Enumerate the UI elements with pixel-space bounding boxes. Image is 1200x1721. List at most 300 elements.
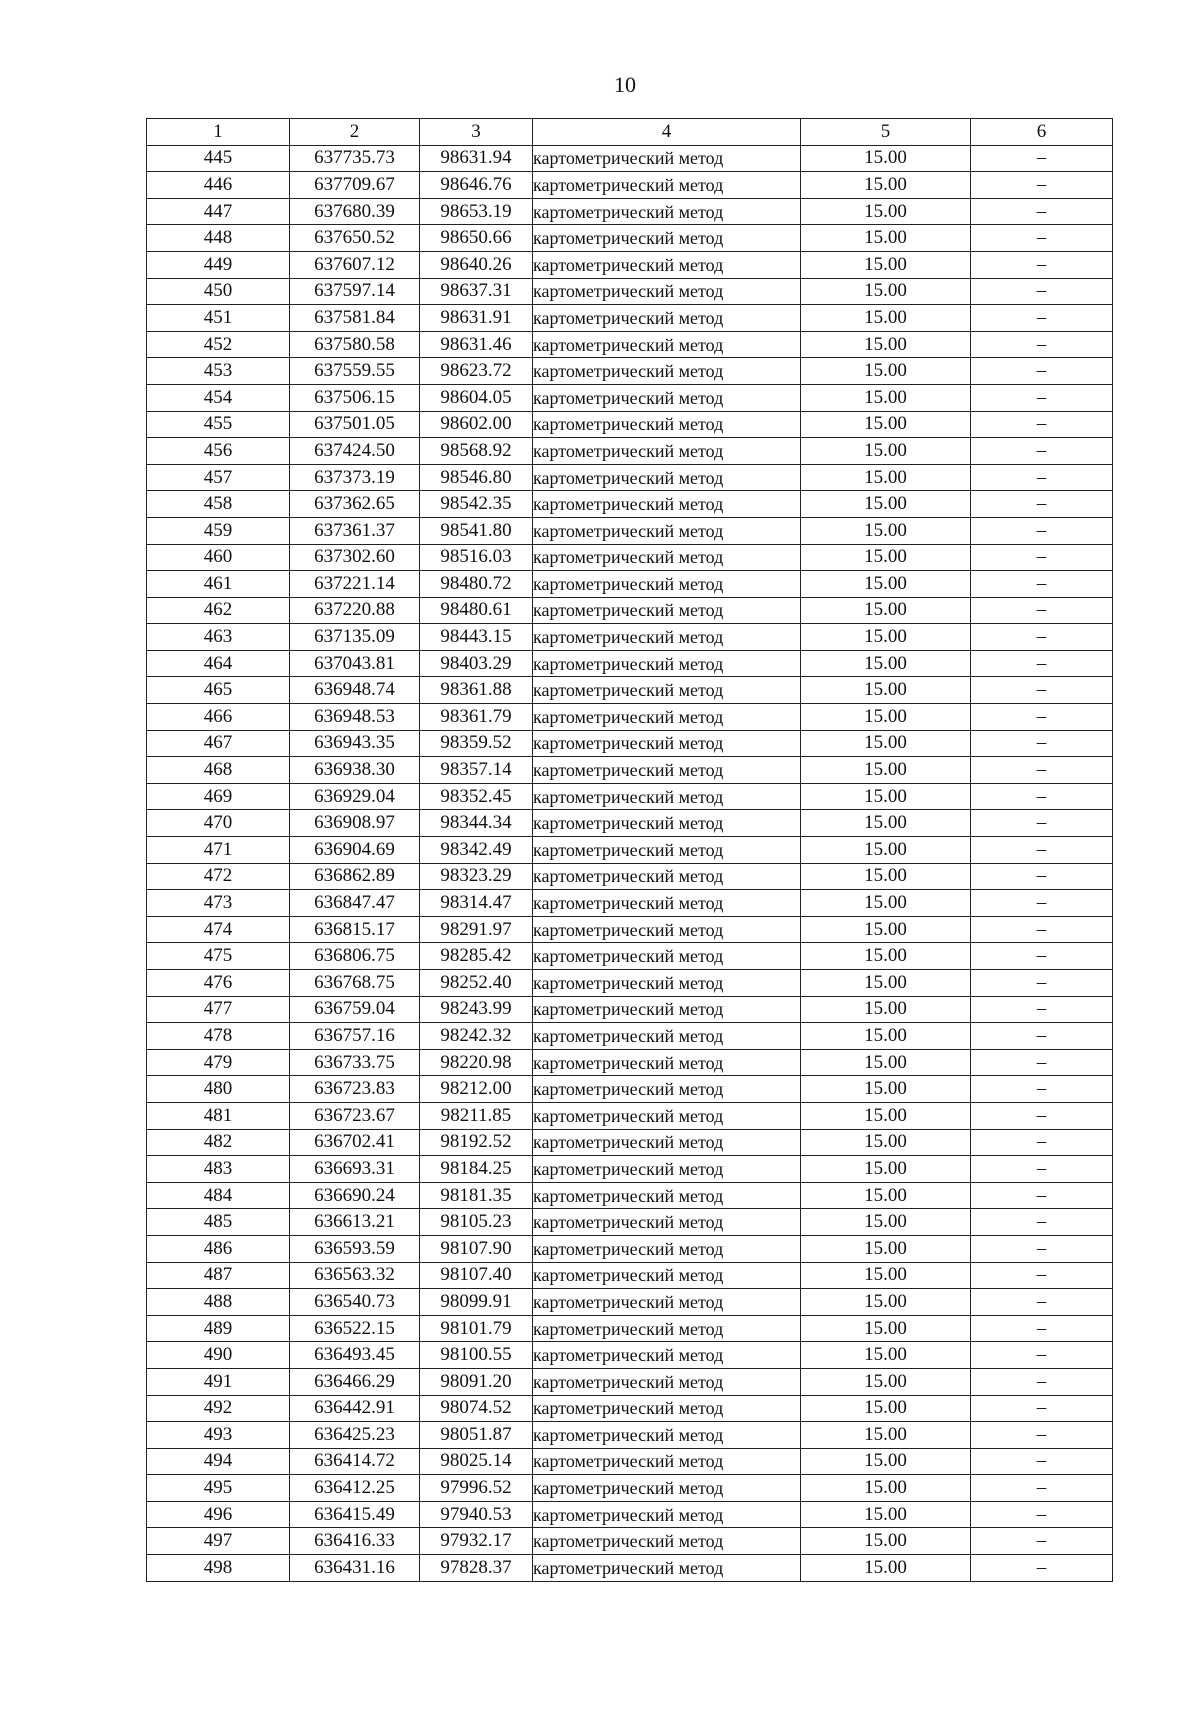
cell-method: картометрический метод: [533, 438, 801, 465]
cell-method: картометрический метод: [533, 544, 801, 571]
cell-point-number: 487: [147, 1262, 290, 1289]
cell-note: –: [971, 863, 1113, 890]
table-row: [147, 1528, 1113, 1555]
cell-accuracy: 15.00: [801, 172, 971, 199]
cell-method: картометрический метод: [533, 1289, 801, 1316]
cell-method: картометрический метод: [533, 943, 801, 970]
cell-method: картометрический метод: [533, 1182, 801, 1209]
cell-point-number: 472: [147, 863, 290, 890]
cell-x-coordinate: 636702.41: [290, 1129, 420, 1156]
cell-y-coordinate: 98025.14: [420, 1448, 533, 1475]
cell-method: картометрический метод: [533, 1555, 801, 1582]
cell-note: –: [971, 1289, 1113, 1316]
cell-point-number: 485: [147, 1209, 290, 1236]
cell-y-coordinate: 98361.88: [420, 677, 533, 704]
cell-method: картометрический метод: [533, 624, 801, 651]
column-header: 3: [420, 119, 533, 146]
cell-x-coordinate: 636948.74: [290, 677, 420, 704]
cell-accuracy: 15.00: [801, 1342, 971, 1369]
cell-point-number: 460: [147, 544, 290, 571]
cell-point-number: 449: [147, 251, 290, 278]
cell-x-coordinate: 636415.49: [290, 1501, 420, 1528]
cell-y-coordinate: 98361.79: [420, 704, 533, 731]
cell-x-coordinate: 636806.75: [290, 943, 420, 970]
cell-x-coordinate: 637043.81: [290, 650, 420, 677]
cell-method: картометрический метод: [533, 145, 801, 172]
cell-accuracy: 15.00: [801, 916, 971, 943]
cell-method: картометрический метод: [533, 491, 801, 518]
cell-point-number: 490: [147, 1342, 290, 1369]
cell-accuracy: 15.00: [801, 730, 971, 757]
cell-x-coordinate: 636540.73: [290, 1289, 420, 1316]
cell-note: –: [971, 916, 1113, 943]
cell-y-coordinate: 97940.53: [420, 1501, 533, 1528]
cell-method: картометрический метод: [533, 1235, 801, 1262]
cell-y-coordinate: 98344.34: [420, 810, 533, 837]
cell-accuracy: 15.00: [801, 1289, 971, 1316]
cell-accuracy: 15.00: [801, 251, 971, 278]
column-header: 6: [971, 119, 1113, 146]
cell-x-coordinate: 636948.53: [290, 704, 420, 731]
cell-note: –: [971, 1182, 1113, 1209]
cell-point-number: 489: [147, 1315, 290, 1342]
cell-x-coordinate: 636862.89: [290, 863, 420, 890]
cell-accuracy: 15.00: [801, 1262, 971, 1289]
cell-point-number: 478: [147, 1023, 290, 1050]
cell-method: картометрический метод: [533, 384, 801, 411]
cell-method: картометрический метод: [533, 1368, 801, 1395]
cell-note: –: [971, 837, 1113, 864]
cell-accuracy: 15.00: [801, 411, 971, 438]
cell-accuracy: 15.00: [801, 1501, 971, 1528]
cell-method: картометрический метод: [533, 1209, 801, 1236]
cell-accuracy: 15.00: [801, 1422, 971, 1449]
cell-method: картометрический метод: [533, 916, 801, 943]
cell-accuracy: 15.00: [801, 1156, 971, 1183]
cell-y-coordinate: 98646.76: [420, 172, 533, 199]
cell-point-number: 484: [147, 1182, 290, 1209]
cell-y-coordinate: 98516.03: [420, 544, 533, 571]
column-header: 5: [801, 119, 971, 146]
cell-y-coordinate: 98342.49: [420, 837, 533, 864]
table-row: [147, 384, 1113, 411]
table-row: [147, 996, 1113, 1023]
cell-point-number: 488: [147, 1289, 290, 1316]
cell-method: картометрический метод: [533, 677, 801, 704]
table-row: [147, 544, 1113, 571]
cell-point-number: 458: [147, 491, 290, 518]
cell-x-coordinate: 636943.35: [290, 730, 420, 757]
table-row: [147, 943, 1113, 970]
cell-y-coordinate: 98211.85: [420, 1102, 533, 1129]
cell-x-coordinate: 636908.97: [290, 810, 420, 837]
cell-y-coordinate: 98314.47: [420, 890, 533, 917]
table-row: [147, 837, 1113, 864]
cell-note: –: [971, 1129, 1113, 1156]
cell-point-number: 476: [147, 970, 290, 997]
cell-x-coordinate: 636757.16: [290, 1023, 420, 1050]
cell-point-number: 447: [147, 198, 290, 225]
cell-method: картометрический метод: [533, 1501, 801, 1528]
cell-point-number: 474: [147, 916, 290, 943]
cell-method: картометрический метод: [533, 1395, 801, 1422]
cell-y-coordinate: 98105.23: [420, 1209, 533, 1236]
table-row: [147, 571, 1113, 598]
cell-method: картометрический метод: [533, 757, 801, 784]
cell-y-coordinate: 98291.97: [420, 916, 533, 943]
cell-accuracy: 15.00: [801, 517, 971, 544]
cell-method: картометрический метод: [533, 1129, 801, 1156]
cell-x-coordinate: 637373.19: [290, 464, 420, 491]
cell-point-number: 483: [147, 1156, 290, 1183]
table-row: [147, 650, 1113, 677]
column-header: 1: [147, 119, 290, 146]
cell-x-coordinate: 636431.16: [290, 1555, 420, 1582]
cell-method: картометрический метод: [533, 278, 801, 305]
cell-accuracy: 15.00: [801, 1395, 971, 1422]
cell-x-coordinate: 637302.60: [290, 544, 420, 571]
cell-x-coordinate: 637424.50: [290, 438, 420, 465]
cell-note: –: [971, 1422, 1113, 1449]
cell-y-coordinate: 98640.26: [420, 251, 533, 278]
cell-accuracy: 15.00: [801, 1209, 971, 1236]
cell-accuracy: 15.00: [801, 597, 971, 624]
cell-method: картометрический метод: [533, 517, 801, 544]
table-row: [147, 1315, 1113, 1342]
cell-note: –: [971, 1448, 1113, 1475]
cell-x-coordinate: 636522.15: [290, 1315, 420, 1342]
table-row: [147, 677, 1113, 704]
cell-accuracy: 15.00: [801, 1076, 971, 1103]
table-row: [147, 1342, 1113, 1369]
cell-note: –: [971, 650, 1113, 677]
table-row: [147, 331, 1113, 358]
cell-note: –: [971, 890, 1113, 917]
cell-x-coordinate: 636425.23: [290, 1422, 420, 1449]
cell-point-number: 473: [147, 890, 290, 917]
cell-accuracy: 15.00: [801, 1235, 971, 1262]
table-row: [147, 438, 1113, 465]
cell-y-coordinate: 98542.35: [420, 491, 533, 518]
cell-accuracy: 15.00: [801, 1315, 971, 1342]
cell-point-number: 464: [147, 650, 290, 677]
cell-y-coordinate: 98604.05: [420, 384, 533, 411]
cell-point-number: 469: [147, 783, 290, 810]
table-row: [147, 1501, 1113, 1528]
cell-y-coordinate: 98631.46: [420, 331, 533, 358]
cell-accuracy: 15.00: [801, 810, 971, 837]
cell-note: –: [971, 278, 1113, 305]
cell-method: картометрический метод: [533, 1342, 801, 1369]
table-row: [147, 1395, 1113, 1422]
cell-note: –: [971, 438, 1113, 465]
cell-point-number: 467: [147, 730, 290, 757]
cell-point-number: 481: [147, 1102, 290, 1129]
cell-accuracy: 15.00: [801, 145, 971, 172]
cell-point-number: 462: [147, 597, 290, 624]
cell-method: картометрический метод: [533, 1315, 801, 1342]
cell-accuracy: 15.00: [801, 783, 971, 810]
cell-accuracy: 15.00: [801, 1023, 971, 1050]
cell-note: –: [971, 624, 1113, 651]
table-row: [147, 491, 1113, 518]
cell-method: картометрический метод: [533, 970, 801, 997]
cell-point-number: 477: [147, 996, 290, 1023]
column-header: 4: [533, 119, 801, 146]
cell-point-number: 495: [147, 1475, 290, 1502]
cell-point-number: 470: [147, 810, 290, 837]
cell-y-coordinate: 98403.29: [420, 650, 533, 677]
cell-note: –: [971, 943, 1113, 970]
cell-note: –: [971, 517, 1113, 544]
cell-method: картометрический метод: [533, 1156, 801, 1183]
cell-y-coordinate: 98541.80: [420, 517, 533, 544]
cell-method: картометрический метод: [533, 331, 801, 358]
cell-x-coordinate: 637580.58: [290, 331, 420, 358]
cell-y-coordinate: 97932.17: [420, 1528, 533, 1555]
cell-y-coordinate: 98243.99: [420, 996, 533, 1023]
cell-accuracy: 15.00: [801, 1448, 971, 1475]
table-row: [147, 1156, 1113, 1183]
cell-point-number: 480: [147, 1076, 290, 1103]
cell-y-coordinate: 97828.37: [420, 1555, 533, 1582]
cell-accuracy: 15.00: [801, 677, 971, 704]
cell-method: картометрический метод: [533, 1102, 801, 1129]
coordinates-table: [146, 118, 1113, 1582]
cell-method: картометрический метод: [533, 730, 801, 757]
table-row: [147, 225, 1113, 252]
table-row: [147, 1368, 1113, 1395]
cell-x-coordinate: 637650.52: [290, 225, 420, 252]
cell-accuracy: 15.00: [801, 890, 971, 917]
cell-point-number: 445: [147, 145, 290, 172]
cell-point-number: 453: [147, 358, 290, 385]
column-header: 2: [290, 119, 420, 146]
cell-x-coordinate: 636768.75: [290, 970, 420, 997]
table-row: [147, 1262, 1113, 1289]
cell-y-coordinate: 98653.19: [420, 198, 533, 225]
cell-method: картометрический метод: [533, 172, 801, 199]
cell-note: –: [971, 1262, 1113, 1289]
cell-method: картометрический метод: [533, 890, 801, 917]
cell-accuracy: 15.00: [801, 1049, 971, 1076]
cell-x-coordinate: 637501.05: [290, 411, 420, 438]
table-row: [147, 517, 1113, 544]
table-row: [147, 1209, 1113, 1236]
cell-y-coordinate: 98099.91: [420, 1289, 533, 1316]
cell-method: картометрический метод: [533, 411, 801, 438]
cell-method: картометрический метод: [533, 996, 801, 1023]
cell-method: картометрический метод: [533, 1262, 801, 1289]
cell-note: –: [971, 1102, 1113, 1129]
cell-method: картометрический метод: [533, 810, 801, 837]
table-row: [147, 1475, 1113, 1502]
cell-note: –: [971, 757, 1113, 784]
cell-point-number: 491: [147, 1368, 290, 1395]
cell-accuracy: 15.00: [801, 544, 971, 571]
cell-x-coordinate: 636690.24: [290, 1182, 420, 1209]
cell-method: картометрический метод: [533, 1076, 801, 1103]
cell-accuracy: 15.00: [801, 1368, 971, 1395]
table-row: [147, 597, 1113, 624]
cell-accuracy: 15.00: [801, 331, 971, 358]
cell-note: –: [971, 1501, 1113, 1528]
cell-point-number: 493: [147, 1422, 290, 1449]
cell-accuracy: 15.00: [801, 1475, 971, 1502]
cell-accuracy: 15.00: [801, 757, 971, 784]
cell-y-coordinate: 98637.31: [420, 278, 533, 305]
header-row: [147, 119, 1113, 146]
cell-y-coordinate: 98074.52: [420, 1395, 533, 1422]
cell-point-number: 465: [147, 677, 290, 704]
cell-y-coordinate: 98568.92: [420, 438, 533, 465]
cell-y-coordinate: 98107.90: [420, 1235, 533, 1262]
cell-point-number: 492: [147, 1395, 290, 1422]
cell-accuracy: 15.00: [801, 943, 971, 970]
cell-note: –: [971, 1368, 1113, 1395]
cell-point-number: 496: [147, 1501, 290, 1528]
cell-note: –: [971, 970, 1113, 997]
cell-y-coordinate: 98650.66: [420, 225, 533, 252]
cell-y-coordinate: 98107.40: [420, 1262, 533, 1289]
cell-note: –: [971, 1235, 1113, 1262]
cell-y-coordinate: 98242.32: [420, 1023, 533, 1050]
cell-y-coordinate: 98480.61: [420, 597, 533, 624]
cell-note: –: [971, 1076, 1113, 1103]
cell-accuracy: 15.00: [801, 225, 971, 252]
table-row: [147, 198, 1113, 225]
table-row: [147, 278, 1113, 305]
table-row: [147, 1129, 1113, 1156]
cell-accuracy: 15.00: [801, 384, 971, 411]
cell-method: картометрический метод: [533, 863, 801, 890]
cell-accuracy: 15.00: [801, 491, 971, 518]
table-row: [147, 172, 1113, 199]
cell-note: –: [971, 1049, 1113, 1076]
cell-y-coordinate: 98602.00: [420, 411, 533, 438]
cell-x-coordinate: 636493.45: [290, 1342, 420, 1369]
cell-x-coordinate: 636442.91: [290, 1395, 420, 1422]
cell-x-coordinate: 637506.15: [290, 384, 420, 411]
cell-method: картометрический метод: [533, 597, 801, 624]
cell-x-coordinate: 636412.25: [290, 1475, 420, 1502]
cell-x-coordinate: 637220.88: [290, 597, 420, 624]
cell-note: –: [971, 172, 1113, 199]
table-row: [147, 1182, 1113, 1209]
cell-note: –: [971, 1342, 1113, 1369]
table-row: [147, 1448, 1113, 1475]
cell-point-number: 475: [147, 943, 290, 970]
cell-method: картометрический метод: [533, 1528, 801, 1555]
cell-y-coordinate: 98357.14: [420, 757, 533, 784]
cell-point-number: 452: [147, 331, 290, 358]
cell-x-coordinate: 637581.84: [290, 305, 420, 332]
cell-x-coordinate: 637361.37: [290, 517, 420, 544]
table-row: [147, 863, 1113, 890]
cell-x-coordinate: 637597.14: [290, 278, 420, 305]
cell-x-coordinate: 636613.21: [290, 1209, 420, 1236]
cell-x-coordinate: 636466.29: [290, 1368, 420, 1395]
cell-method: картометрический метод: [533, 1422, 801, 1449]
table-row: [147, 1076, 1113, 1103]
cell-accuracy: 15.00: [801, 198, 971, 225]
cell-y-coordinate: 97996.52: [420, 1475, 533, 1502]
cell-accuracy: 15.00: [801, 1182, 971, 1209]
cell-note: –: [971, 305, 1113, 332]
cell-y-coordinate: 98285.42: [420, 943, 533, 970]
cell-note: –: [971, 571, 1113, 598]
cell-accuracy: 15.00: [801, 863, 971, 890]
cell-point-number: 482: [147, 1129, 290, 1156]
cell-accuracy: 15.00: [801, 305, 971, 332]
cell-x-coordinate: 636847.47: [290, 890, 420, 917]
table-header: [147, 119, 1113, 146]
cell-accuracy: 15.00: [801, 278, 971, 305]
page-number: 10: [614, 72, 636, 97]
cell-method: картометрический метод: [533, 198, 801, 225]
cell-point-number: 468: [147, 757, 290, 784]
cell-method: картометрический метод: [533, 837, 801, 864]
table-row: [147, 704, 1113, 731]
cell-point-number: 459: [147, 517, 290, 544]
table-row: [147, 1023, 1113, 1050]
cell-y-coordinate: 98623.72: [420, 358, 533, 385]
cell-x-coordinate: 636733.75: [290, 1049, 420, 1076]
cell-note: –: [971, 384, 1113, 411]
cell-accuracy: 15.00: [801, 571, 971, 598]
cell-y-coordinate: 98323.29: [420, 863, 533, 890]
cell-note: –: [971, 704, 1113, 731]
table-row: [147, 730, 1113, 757]
cell-note: –: [971, 331, 1113, 358]
cell-note: –: [971, 1475, 1113, 1502]
table-row: [147, 810, 1113, 837]
cell-accuracy: 15.00: [801, 438, 971, 465]
cell-note: –: [971, 411, 1113, 438]
cell-y-coordinate: 98192.52: [420, 1129, 533, 1156]
cell-method: картометрический метод: [533, 251, 801, 278]
cell-accuracy: 15.00: [801, 358, 971, 385]
cell-note: –: [971, 1156, 1113, 1183]
cell-y-coordinate: 98051.87: [420, 1422, 533, 1449]
cell-method: картометрический метод: [533, 1475, 801, 1502]
cell-method: картометрический метод: [533, 571, 801, 598]
cell-y-coordinate: 98212.00: [420, 1076, 533, 1103]
table-row: [147, 358, 1113, 385]
cell-y-coordinate: 98631.91: [420, 305, 533, 332]
table-row: [147, 251, 1113, 278]
table-row: [147, 464, 1113, 491]
cell-x-coordinate: 637735.73: [290, 145, 420, 172]
cell-y-coordinate: 98252.40: [420, 970, 533, 997]
cell-y-coordinate: 98359.52: [420, 730, 533, 757]
cell-x-coordinate: 636723.67: [290, 1102, 420, 1129]
cell-point-number: 451: [147, 305, 290, 332]
cell-note: –: [971, 996, 1113, 1023]
cell-x-coordinate: 637607.12: [290, 251, 420, 278]
cell-x-coordinate: 636723.83: [290, 1076, 420, 1103]
cell-note: –: [971, 225, 1113, 252]
cell-x-coordinate: 636563.32: [290, 1262, 420, 1289]
cell-point-number: 497: [147, 1528, 290, 1555]
cell-method: картометрический метод: [533, 305, 801, 332]
cell-note: –: [971, 1023, 1113, 1050]
cell-note: –: [971, 491, 1113, 518]
cell-y-coordinate: 98101.79: [420, 1315, 533, 1342]
cell-method: картометрический метод: [533, 704, 801, 731]
cell-accuracy: 15.00: [801, 996, 971, 1023]
cell-point-number: 461: [147, 571, 290, 598]
